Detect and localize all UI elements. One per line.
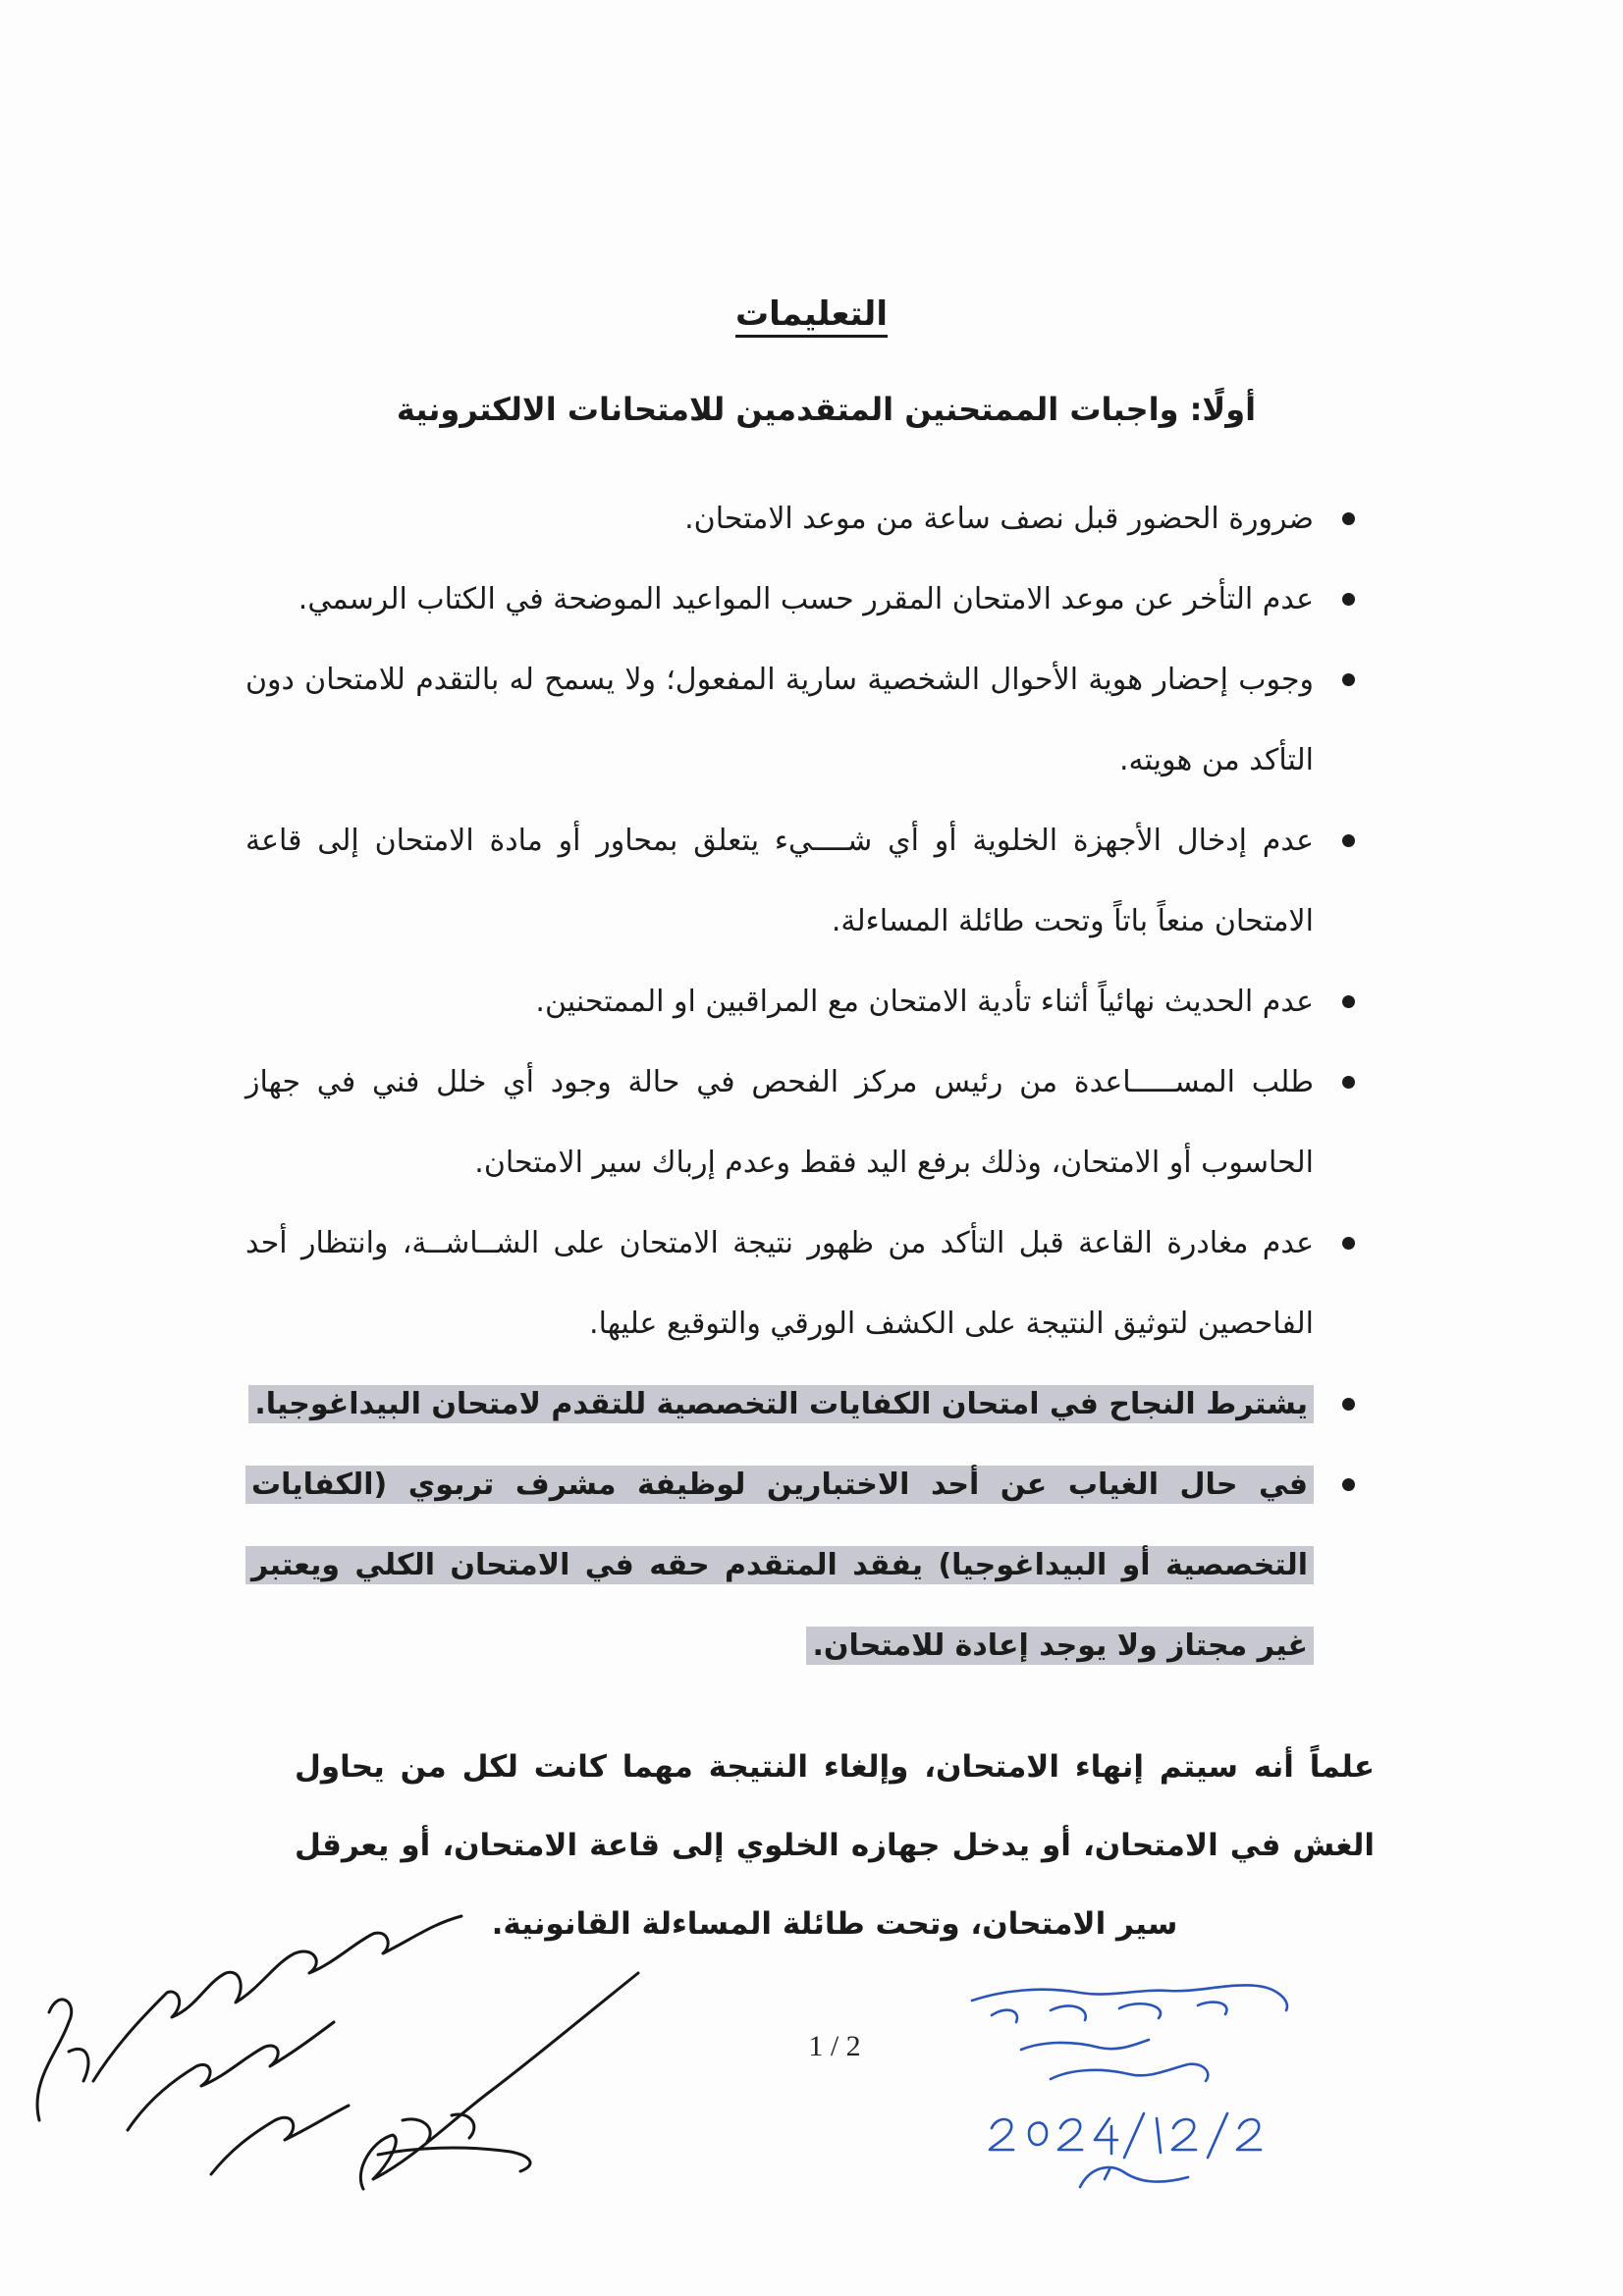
bullet-icon [1342, 834, 1355, 847]
item-text: طلب المســـــاعدة من رئيس مركز الفحص في حالة وجود أي خلل فني في جهاز الحاسوب أو الامتحان، وذلك برفع اليد فقط وعدم إرباك سير الامتحان. [245, 1065, 1314, 1180]
item-text: ضرورة الحضور قبل نصف ساعة من موعد الامتحان. [684, 502, 1314, 536]
bullet-icon [1342, 1478, 1355, 1491]
page-number: 1 / 2 [808, 2030, 861, 2062]
bullet-icon [1342, 995, 1355, 1008]
bullet-icon [1342, 1398, 1355, 1411]
document-title: التعليمات [735, 294, 888, 334]
bullet-icon [1342, 1237, 1355, 1250]
handwritten-approval-note [962, 1971, 1335, 2197]
section-heading: أولًا: واجبات الممتحنين المتقدمين للامتحانات الالكترونية [396, 391, 1257, 428]
item-text-highlighted: يشترط النجاح في امتحان الكفايات التخصصية للتقدم لامتحان البيداغوجيا. [248, 1385, 1314, 1423]
list-item-highlighted [245, 1445, 1365, 1686]
list-item [245, 479, 1365, 560]
closing-note: علماً أنه سيتم إنهاء الامتحان، وإلغاء النتيجة مهما كانت لكل من يحاول الغش في الامتحان، أو يدخل جهازه الخلوي إلى قاعة الامتحان، أو يعرقل سير الامتحان، وتحت طائلة المساءلة القانونية. [295, 1749, 1375, 1942]
item-text: عدم الحديث نهائياً أثناء تأدية الامتحان مع المراقبين او الممتحنين. [535, 985, 1314, 1019]
list-item [245, 640, 1365, 801]
bullet-icon [1342, 673, 1355, 686]
bullet-icon [1342, 1076, 1355, 1089]
instructions-list [245, 479, 1365, 1686]
item-text: عدم إدخال الأجهزة الخلوية أو أي شــــيء يتعلق بمحاور أو مادة الامتحان إلى قاعة الامتحان منعاً باتاً وتحت طائلة المساءلة. [245, 824, 1314, 938]
list-item [245, 560, 1365, 640]
bullet-icon [1342, 593, 1355, 606]
list-item [245, 962, 1365, 1042]
item-text: عدم مغادرة القاعة قبل التأكد من ظهور نتيجة الامتحان على الشــاشــة، وانتظار أحد الفاحصين لتوثيق النتيجة على الكشف الورقي والتوقيع عليها. [245, 1226, 1314, 1341]
item-text: عدم التأخر عن موعد الامتحان المقرر حسب المواعيد الموضحة في الكتاب الرسمي. [298, 582, 1314, 616]
item-text-highlighted: في حال الغياب عن أحد الاختبارين لوظيفة مشرف تربوي (الكفايات التخصصية أو البيداغوجيا) يفقد المتقدم حقه في الامتحان الكلي ويعتبر غير مجتاز ولا يوجد إعادة للامتحان. [245, 1466, 1314, 1665]
item-text: وجوب إحضار هوية الأحوال الشخصية سارية المفعول؛ ولا يسمح له بالتقدم للامتحان دون التأكد من هويته. [245, 663, 1314, 777]
list-item [245, 1042, 1365, 1203]
bullet-icon [1342, 512, 1355, 525]
list-item [245, 801, 1365, 962]
list-item-highlighted [245, 1364, 1365, 1445]
handwritten-signature [0, 1895, 687, 2218]
list-item [245, 1203, 1365, 1364]
